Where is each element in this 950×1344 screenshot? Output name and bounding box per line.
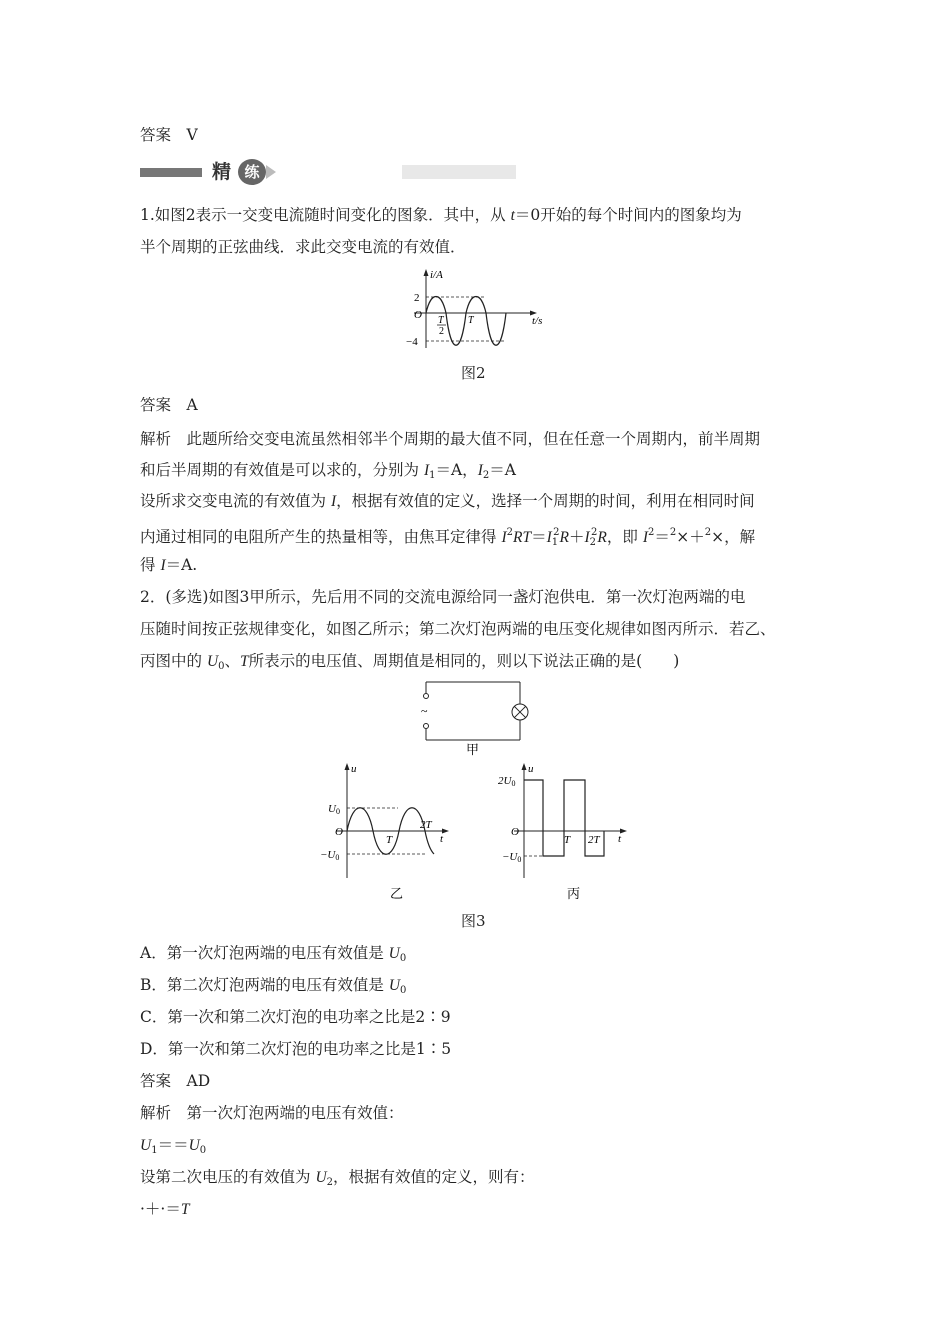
terminal-top: [424, 694, 429, 699]
option-a: A．第一次灯泡两端的电压有效值是 $U_0$: [140, 944, 407, 964]
q1-analysis-line1: 解析 此题所给交变电流虽然相邻半个周期的最大值不同，但在任意一个周期内，前半周期: [140, 430, 761, 448]
fig2-tick-T: T: [468, 315, 474, 326]
fig2-x-label: t/s: [532, 315, 543, 327]
fig2-origin: O: [414, 309, 422, 321]
fig-bing-neg-u0-sub: 0: [517, 855, 522, 864]
svg-text:U0: [328, 803, 340, 816]
fig-bing-2u0: 2U: [498, 775, 512, 787]
q2-answer: 答案 AD: [140, 1072, 211, 1090]
figure-bing-voltage-graph: [494, 760, 634, 900]
ac-source-symbol: ~: [421, 704, 428, 718]
fig-bing-origin: O: [511, 826, 519, 838]
terminal-bottom: [424, 724, 429, 729]
q2-analysis-line3: 设第二次电压的有效值为 $U_2$，根据有效值的定义，则有：: [140, 1168, 535, 1188]
top-answer: 答案 V: [140, 126, 198, 144]
q1-line2: 半个周期的正弦曲线．求此交变电流的有效值．: [140, 238, 466, 256]
fig-yi-neg-u0-sub: 0: [335, 853, 340, 862]
q1-analysis-line5: 得 I＝A.: [140, 556, 198, 574]
fig-bing-2u0-sub: 0: [511, 779, 516, 788]
fig-yi-T: T: [386, 834, 393, 846]
fig-yi-neg-u0: −U: [320, 849, 336, 861]
q2-line2: 压随时间按正弦规律变化，如图乙所示；第二次灯泡两端的电压变化规律如图丙所示．若乙、: [140, 620, 776, 638]
section-banner: [140, 159, 516, 185]
fig-yi-origin: O: [335, 826, 343, 838]
section-title-badge: 练: [238, 159, 266, 185]
svg-text:−U0: [502, 851, 521, 864]
fig-bing-t: t: [618, 833, 622, 845]
figure-2-caption: 图2: [461, 364, 486, 382]
q1-line1: 1.如图2表示一交变电流随时间变化的图象．其中，从 t＝0开始的每个时间内的图象均为: [140, 206, 742, 224]
fig-bing-2T: 2T: [588, 834, 600, 846]
q1-analysis-line3: 设所求交变电流的有效值为 I，根据有效值的定义，选择一个周期的时间，利用在相同时间: [140, 492, 755, 510]
fig2-tick-half-den: 2: [439, 326, 444, 337]
fig-bing-u: u: [528, 763, 534, 775]
option-d: D．第一次和第二次灯泡的电功率之比是1∶5: [140, 1040, 452, 1058]
fig-yi-label: 乙: [390, 886, 404, 900]
figure-yi-voltage-graph: [316, 760, 456, 900]
q2-analysis-line2: $U_1==U_0$: [140, 1136, 207, 1156]
fig-yi-u: u: [351, 763, 357, 775]
fig-yi-t: t: [440, 833, 444, 845]
q1-answer: 答案 A: [140, 396, 198, 414]
banner-arrow-icon: [266, 165, 276, 179]
fig2-tick-top: 2: [414, 292, 420, 304]
fig-jia-label: 甲: [466, 742, 480, 757]
fig-bing-T: T: [564, 834, 571, 846]
q1-analysis-line4: 内通过相同的电阻所产生的热量相等，由焦耳定律得 $I^2RT=I_1^2R+I_2^2R$，即 $I^2=^2\times+^2\times$，解: [140, 527, 756, 548]
option-b: B．第二次灯泡两端的电压有效值是 $U_0$: [140, 976, 407, 996]
q2-line3: 丙图中的 $U_0$、T所表示的电压值、周期值是相同的，则以下说法正确的是( ): [140, 652, 680, 672]
fig-bing-label: 丙: [567, 886, 581, 900]
fig-yi-u0: U: [328, 803, 336, 815]
fig2-tick-half-num: T: [438, 315, 444, 326]
q2-analysis-line1: 解析 第一次灯泡两端的电压有效值：: [140, 1104, 404, 1122]
q2-line1: 2．(多选)如图3甲所示，先后用不同的交流电源给同一盏灯泡供电．第一次灯泡两端的电: [140, 588, 746, 606]
figure-2-current-graph: [394, 266, 554, 356]
figure-jia-circuit: [412, 676, 532, 758]
figure-3-caption: 图3: [461, 912, 486, 930]
fig2-y-label: i/A: [430, 269, 443, 281]
svg-text:−U0: [320, 849, 339, 862]
fig-yi-u0-sub: 0: [335, 807, 340, 816]
banner-bar-dark: [140, 168, 202, 177]
fig-yi-2T: 2T: [420, 819, 432, 831]
option-c: C．第一次和第二次灯泡的电功率之比是2∶9: [140, 1008, 451, 1026]
fig-bing-neg-u0: −U: [502, 851, 518, 863]
q2-analysis-line4: ·＋·＝T: [140, 1200, 190, 1218]
q1-analysis-line2: 和后半周期的有效值是可以求的，分别为 $I_1=A$，$I_2=A$: [140, 461, 516, 481]
section-title: 精: [212, 161, 232, 183]
fig2-tick-bottom: −4: [406, 336, 418, 348]
svg-text:2U0: [498, 775, 515, 788]
banner-bar-light: [402, 165, 516, 179]
